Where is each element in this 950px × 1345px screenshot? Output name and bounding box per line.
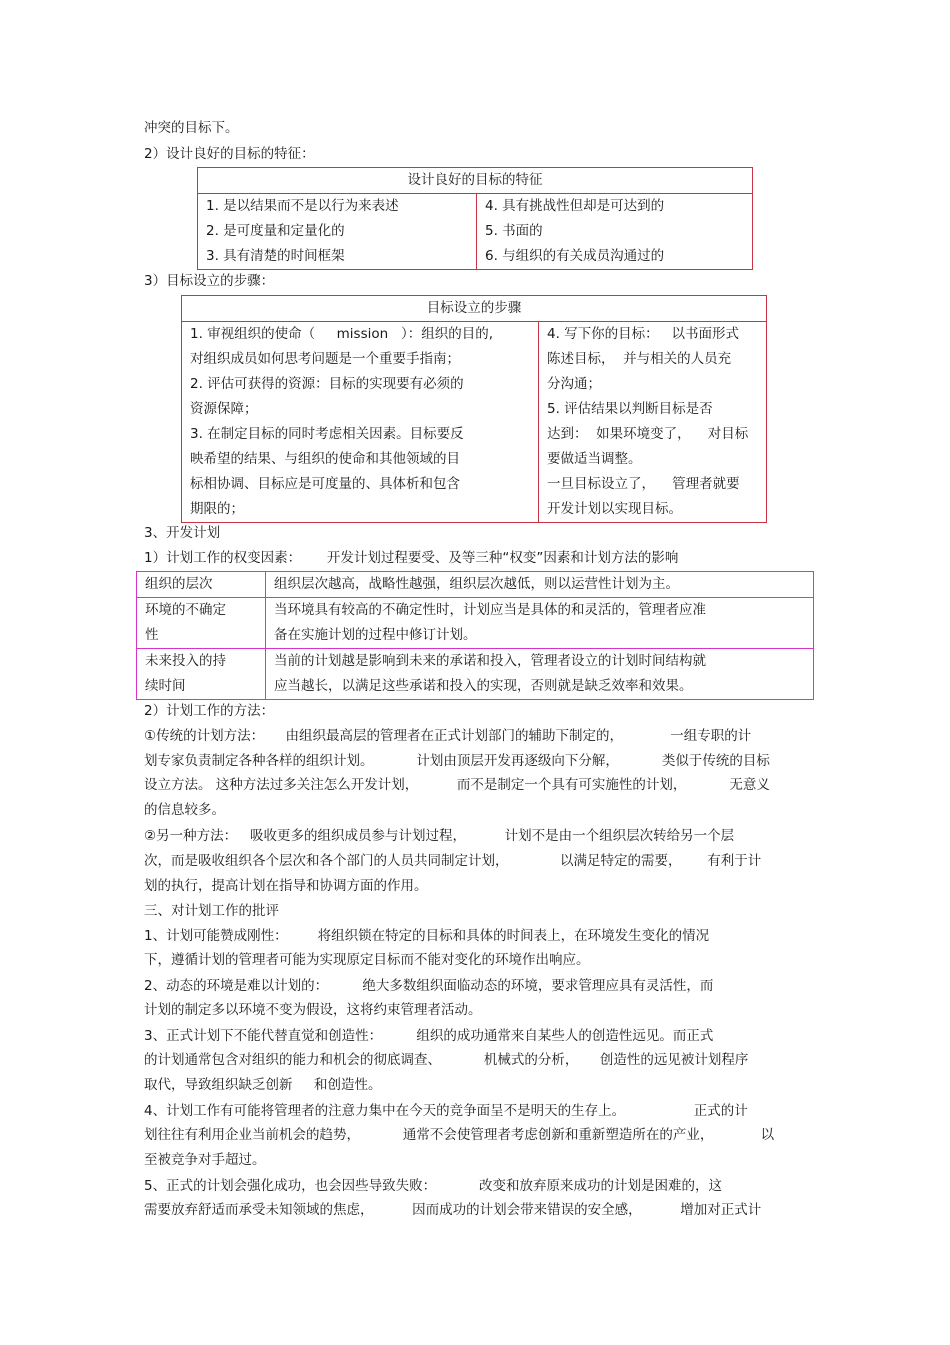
step-line: 1. 审视组织的使命（ mission ）：组织的目的, <box>190 326 494 342</box>
steps-table <box>181 295 767 523</box>
factor-cell <box>137 649 266 700</box>
section-heading-features: 2）设计良好的目标的特征： <box>144 146 315 162</box>
feature-item: 6. 与组织的有关成员沟通过的 <box>485 248 665 264</box>
factor-label: 未来投入的持 <box>145 653 226 669</box>
factor-label: 性 <box>145 627 159 643</box>
feature-item: 5. 书面的 <box>485 223 543 239</box>
step-line: 对组织成员如何思考问题是一个重要手指南； <box>190 351 460 367</box>
table-row <box>137 598 814 649</box>
steps-right-cell <box>539 322 767 523</box>
desc-line: 备在实施计划的过程中修订计划。 <box>274 627 477 643</box>
features-table-header: 设计良好的目标的特征 <box>198 168 753 194</box>
table-row <box>137 649 814 700</box>
body-paragraph-line: 2、动态的环境是难以计划的： 绝大多数组织面临动态的环境，要求管理应具有灵活性，而 <box>144 978 714 994</box>
body-paragraph-line: 5、正式的计划会强化成功，也会因些导致失败： 改变和放弃原来成功的计划是困难的，这 <box>144 1178 723 1194</box>
intro-line: 冲突的目标下。 <box>144 120 239 136</box>
section-heading-contingency: 1）计划工作的权变因素： 开发计划过程要受、及等三种“权变”因素和计划方法的影响 <box>144 550 679 566</box>
section-heading-steps: 3）目标设立的步骤： <box>144 273 275 289</box>
step-line: 开发计划以实现目标。 <box>547 501 682 517</box>
body-paragraph-line: 的计划通常包含对组织的能力和机会的彻底调查、 机械式的分析， 创造性的远见被计划程序 <box>144 1052 749 1068</box>
step-line: 2. 评估可获得的资源：目标的实现要有必须的 <box>190 376 464 392</box>
step-line: 3. 在制定目标的同时考虑相关因素。目标要反 <box>190 426 464 442</box>
desc-line: 当环境具有较高的不确定性时，计划应当是具体的和灵活的，管理者应准 <box>274 602 706 618</box>
body-paragraph-line: 设立方法。 这种方法过多关注怎么开发计划， 而不是制定一个具有可实施性的计划， 无意义 <box>144 777 770 793</box>
feature-item: 1. 是以结果而不是以行为来表述 <box>206 198 399 214</box>
step-line: 陈述目标， 并与相关的人员充 <box>547 351 732 367</box>
body-paragraph-line: 下，遵循计划的管理者可能为实现原定目标而不能对变化的环境作出响应。 <box>144 952 590 968</box>
factor-label: 组织的层次 <box>145 576 213 592</box>
body-paragraph-line: 1、计划可能赞成刚性： 将组织锁在特定的目标和具体的时间表上，在环境发生变化的情况 <box>144 928 710 944</box>
body-paragraph-line: 划专家负责制定各种各样的组织计划。 计划由顶层开发再逐级向下分解， 类似于传统的目标 <box>144 753 770 769</box>
table-row <box>137 572 814 598</box>
body-paragraph-line: 4、计划工作有可能将管理者的注意力集中在今天的竞争面呈不是明天的生存上。 正式的计 <box>144 1103 748 1119</box>
features-right-cell <box>477 194 753 270</box>
body-paragraph-line: 划往往有利用企业当前机会的趋势， 通常不会使管理者考虑创新和重新塑造所在的产业， 以 <box>144 1127 775 1143</box>
body-paragraph-line: 次，而是吸收组织各个层次和各个部门的人员共同制定计划， 以满足特定的需要， 有利于计 <box>144 853 762 869</box>
desc-line: 组织层次越高，战略性越强，组织层次越低，则以运营性计划为主。 <box>274 576 679 592</box>
factor-cell <box>137 572 266 598</box>
body-paragraph-line: 2）计划工作的方法： <box>144 703 275 719</box>
body-paragraph-line: 取代，导致组织缺乏创新 和创造性。 <box>144 1077 382 1093</box>
feature-item: 4. 具有挑战性但却是可达到的 <box>485 198 665 214</box>
step-line: 期限的； <box>190 501 244 517</box>
step-line: 一旦目标设立了， 管理者就要 <box>547 476 740 492</box>
body-paragraph-line: 三、对计划工作的批评 <box>144 903 279 919</box>
step-line: 分沟通； <box>547 376 601 392</box>
steps-table-header: 目标设立的步骤 <box>182 296 767 322</box>
body-paragraph-line: 的信息较多。 <box>144 802 225 818</box>
factor-label: 续时间 <box>145 678 186 694</box>
body-paragraph-line: 至被竞争对手超过。 <box>144 1152 266 1168</box>
step-line: 要做适当调整。 <box>547 451 642 467</box>
body-paragraph-line: ①传统的计划方法： 由组织最高层的管理者在正式计划部门的辅助下制定的， 一组专职的计 <box>144 728 752 744</box>
features-table <box>197 167 753 270</box>
step-line: 5. 评估结果以判断目标是否 <box>547 401 713 417</box>
desc-line: 应当越长，以满足这些承诺和投入的实现，否则就是缺乏效率和效果。 <box>274 678 693 694</box>
step-line: 达到： 如果环境变了， 对目标 <box>547 426 749 442</box>
body-paragraph-line: 划的执行，提高计划在指导和协调方面的作用。 <box>144 878 428 894</box>
factor-label: 环境的不确定 <box>145 602 226 618</box>
contingency-table <box>136 571 814 700</box>
desc-cell <box>266 598 814 649</box>
steps-left-cell <box>182 322 539 523</box>
features-left-cell <box>198 194 477 270</box>
desc-line: 当前的计划越是影响到未来的承诺和投入，管理者设立的计划时间结构就 <box>274 653 706 669</box>
feature-item: 2. 是可度量和定量化的 <box>206 223 345 239</box>
step-line: 4. 写下你的目标： 以书面形式 <box>547 326 740 342</box>
desc-cell <box>266 572 814 598</box>
body-paragraph-line: 3、正式计划下不能代替直觉和创造性： 组织的成功通常来自某些人的创造性远见。而正式 <box>144 1028 714 1044</box>
section-heading-develop-plan: 3、开发计划 <box>144 525 221 541</box>
step-line: 标相协调、目标应是可度量的、具体析和包含 <box>190 476 460 492</box>
body-paragraph-line: ②另一种方法： 吸收更多的组织成员参与计划过程， 计划不是由一个组织层次转给另一个层 <box>144 828 735 844</box>
desc-cell <box>266 649 814 700</box>
feature-item: 3. 具有清楚的时间框架 <box>206 248 345 264</box>
body-paragraph-line: 需要放弃舒适而承受未知领域的焦虑， 因而成功的计划会带来错误的安全感， 增加对正式计 <box>144 1202 762 1218</box>
step-line: 映希望的结果、与组织的使命和其他领域的目 <box>190 451 460 467</box>
step-line: 资源保障； <box>190 401 258 417</box>
factor-cell <box>137 598 266 649</box>
body-paragraph-line: 计划的制定多以环境不变为假设，这将约束管理者活动。 <box>144 1002 482 1018</box>
